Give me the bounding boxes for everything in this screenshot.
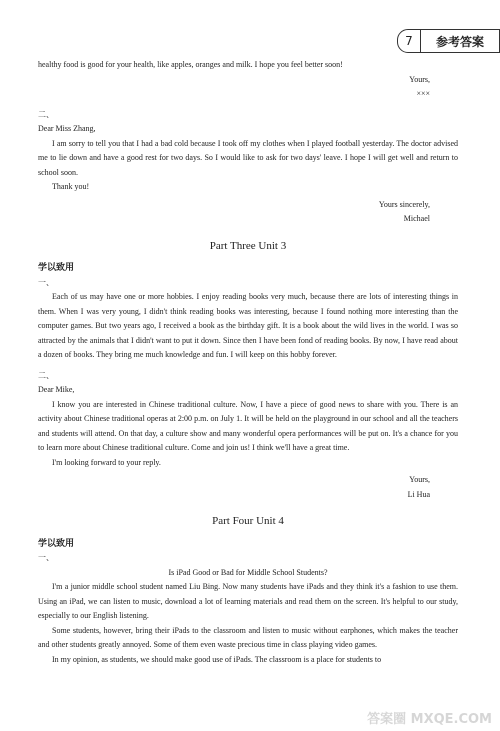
block2-body: I am sorry to tell you that I had a bad cold because I took off my clothes when I played football yesterday. The doctor advised me to lie down and have a good rest for two days. So I would like to ask for two days' leave. I hope I will get well and return to school soon.	[38, 138, 458, 177]
part4-para-3: In my opinion, as students, we should make good use of iPads. The classroom is a place for students to	[52, 654, 382, 664]
part3-para-3: I'm looking forward to your reply.	[52, 457, 161, 467]
block1-sign-2: ×××	[416, 89, 430, 98]
page-number: 7	[397, 29, 421, 53]
block2-sign-2: Michael	[403, 214, 430, 223]
part3-sign-1: Yours,	[409, 475, 430, 484]
header-title: 参考答案	[421, 29, 500, 53]
part3-sign-2: Li Hua	[407, 489, 430, 499]
block2-mark: 二、	[38, 109, 54, 119]
part4-title: Part Four Unit 4	[212, 515, 284, 527]
part4-mark-1: 一、	[38, 553, 54, 562]
block1-sign-1: Yours,	[409, 74, 430, 84]
part3-section-label: 学以致用	[38, 263, 75, 273]
page-header-badge	[397, 28, 500, 54]
part3-title: Part Three Unit 3	[209, 239, 287, 252]
part3-mark-2: 二、	[38, 370, 54, 380]
block2-salutation: Dear Miss Zhang,	[38, 124, 96, 133]
answer-content	[38, 58, 458, 667]
watermark-logo: 答案圈 MXQE.COM	[367, 712, 492, 727]
block2-sign-1: Yours sincerely,	[378, 199, 430, 209]
part4-section-label: 学以致用	[38, 538, 75, 549]
part4-para-1: I'm a junior middle school student named Liu Bing. Now many students have iPads and they think it's a fashion to use them. Using an iPad, we can listen to music, download a lot of learning materials and read them on the screen. It's helpful to our study, especially to our English listening.	[38, 582, 458, 620]
part3-para-1: Each of us may have one or more hobbies. I enjoy reading books very much, because there are lots of interesting things in them. When I was very young, I didn't think reading books was interesting, because I found nothing more interesting than the computer games. But two years ago, I received a book as the birthday gift. It is a book about the wild lives in the world. I was so attracted by the animals that I didn't want to put it down. Since then I have been fond of reading books. By now, I have read about a dozen of books. They bring me much knowledge and fun. I will keep on this hobby forever.	[38, 292, 458, 359]
block2-thanks: Thank you!	[52, 182, 90, 191]
part3-salutation: Dear Mike,	[38, 385, 75, 394]
part4-essay-title: Is iPad Good or Bad for Middle School Students?	[168, 567, 328, 577]
block1-line: healthy food is good for your health, like apples, oranges and milk. I hope you feel better soon!	[38, 60, 343, 69]
part3-mark-1: 一、	[38, 277, 54, 287]
part3-para-2: I know you are interested in Chinese traditional culture. Now, I have a piece of good news to share with you. There is an activity about Chinese traditional operas at 2:00 p.m. on July 1. It will be held on the playground in our school and all the teachers and students will attend. On that day, a culture show and many wonderful opera performances will be put on. It's a chance for you to learn more about Chinese traditional culture. Come and join us! I think we'll have a great time.	[38, 399, 458, 452]
part4-para-2: Some students, however, bring their iPads to the classroom and listen to music without earphones, which makes the teacher and other students greatly annoyed. Some of them even waste precious time in class playing video games.	[38, 625, 458, 649]
